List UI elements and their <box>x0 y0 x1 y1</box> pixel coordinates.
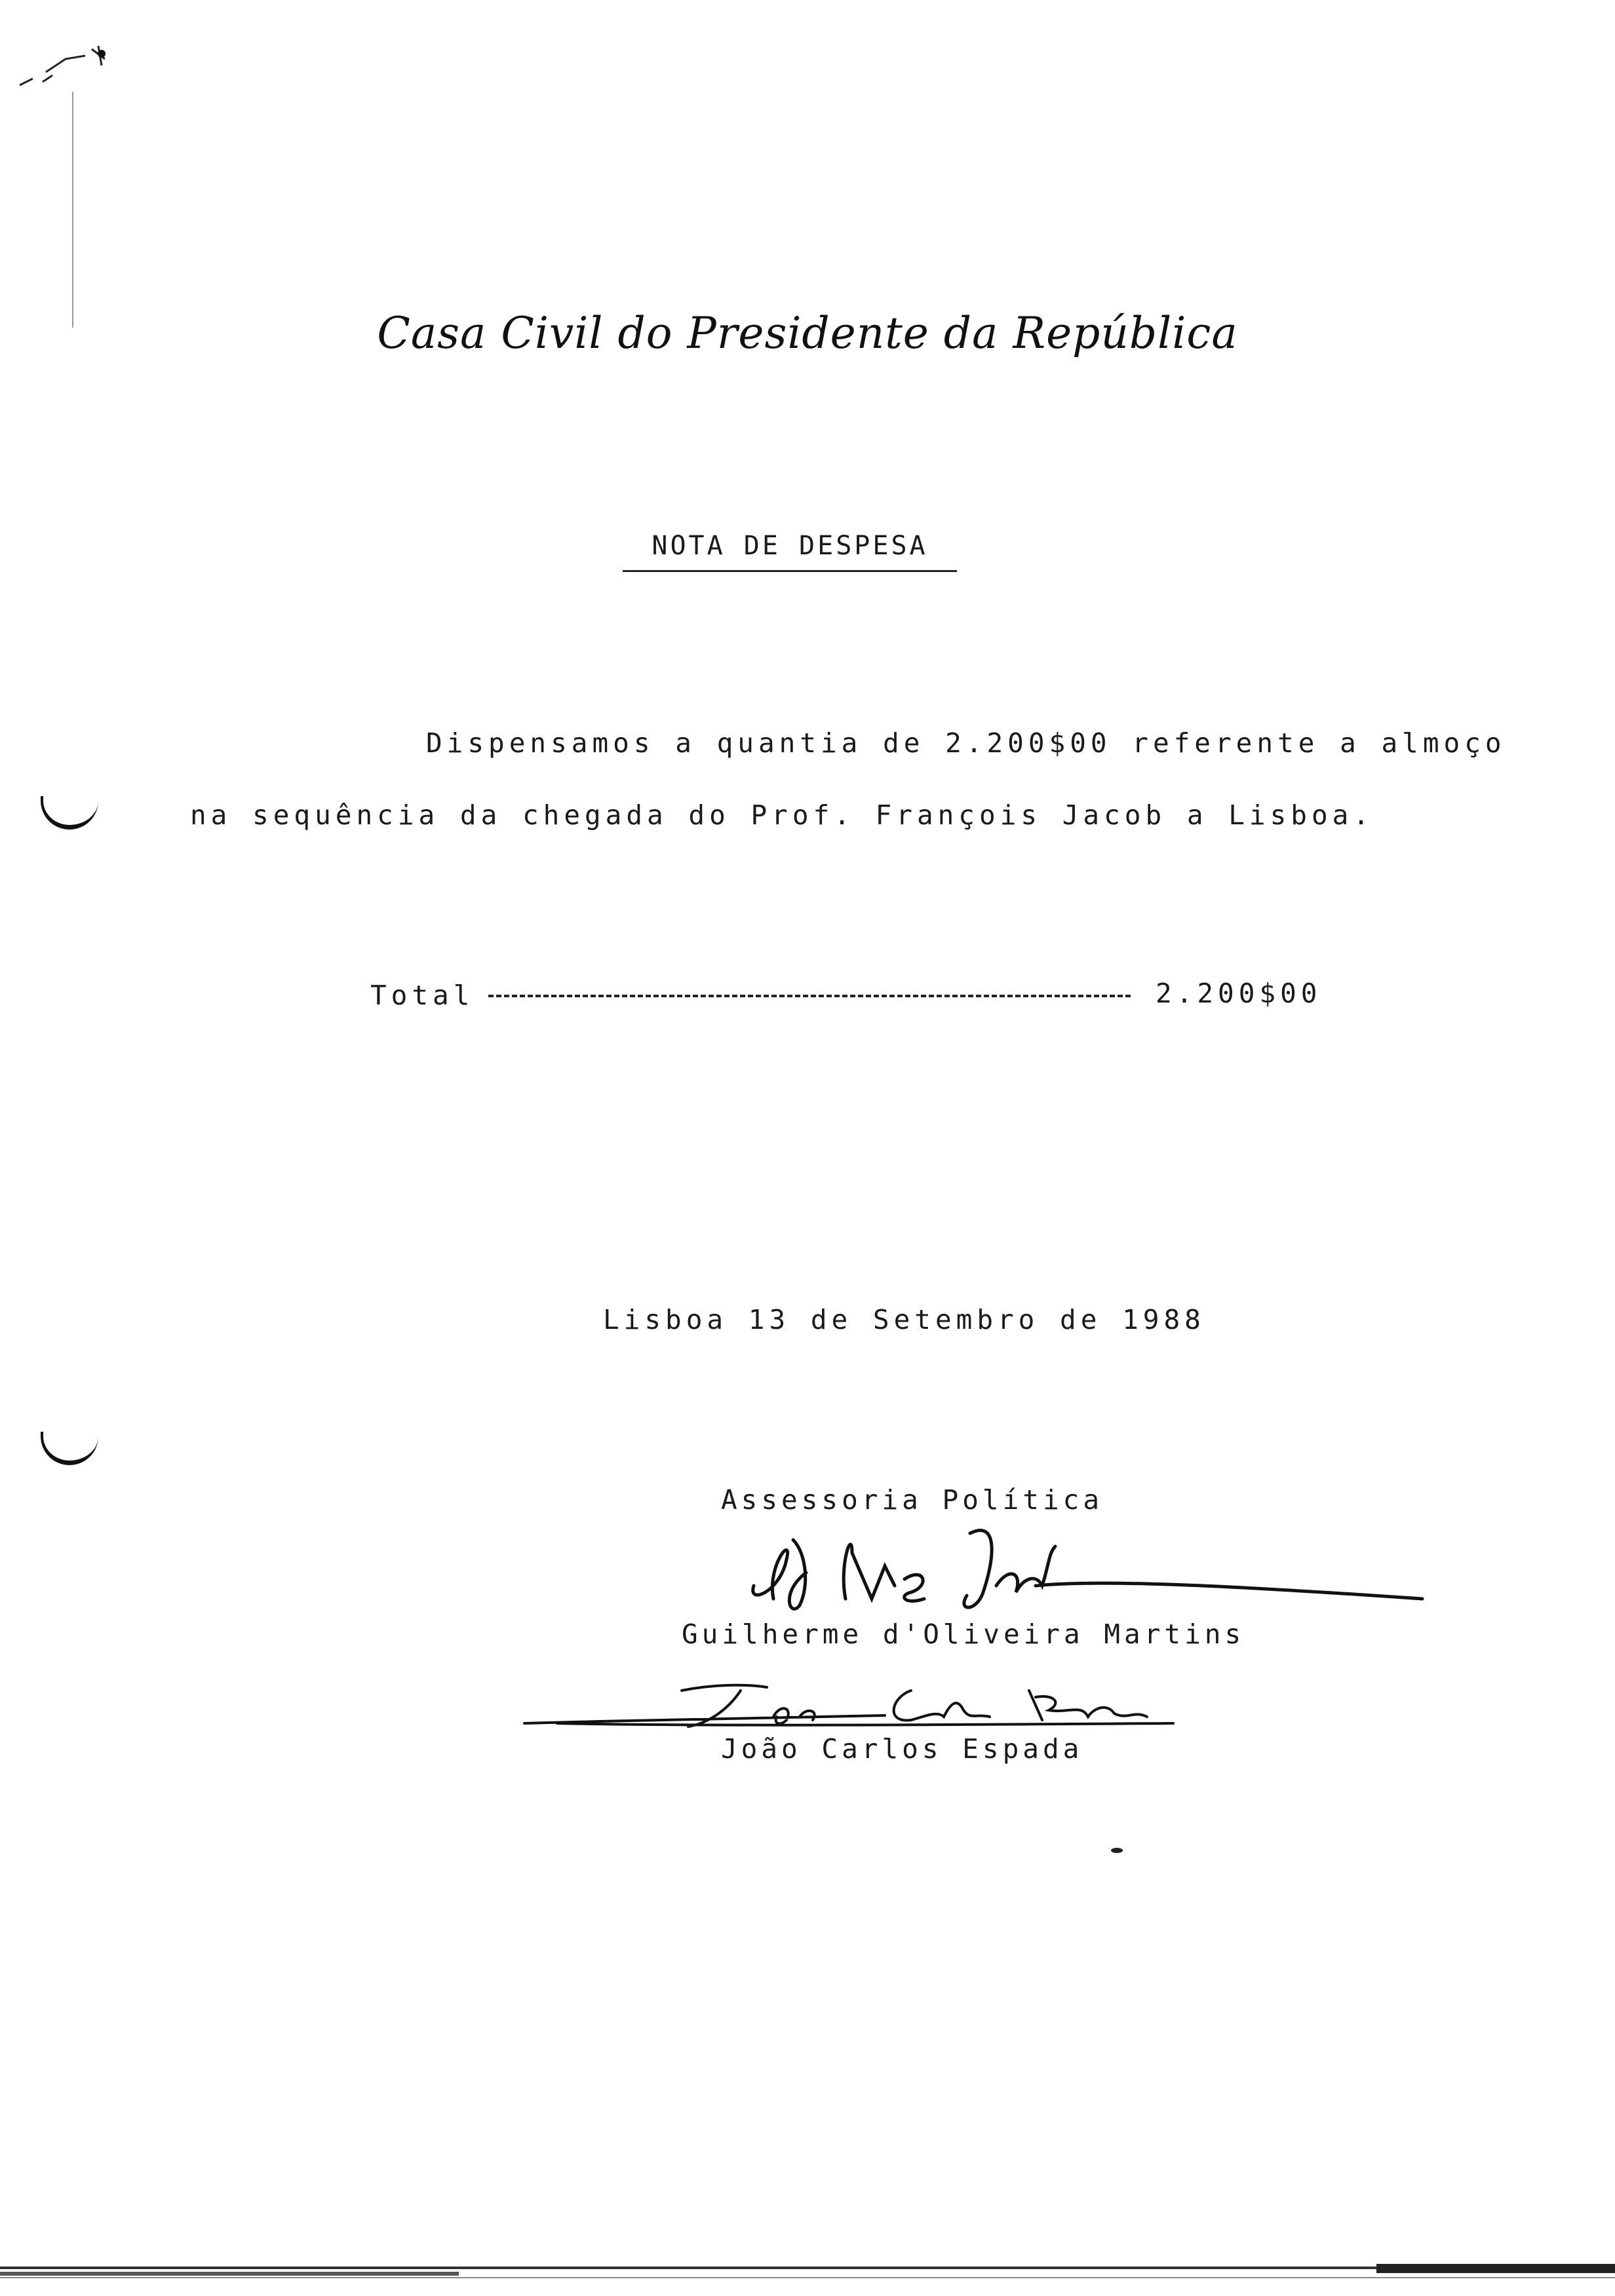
total-label: Total <box>370 980 475 1011</box>
total-value: 2.200$00 <box>1156 978 1322 1009</box>
signatory-name: João Carlos Espada <box>721 1733 1083 1765</box>
date-line: Lisboa 13 de Setembro de 1988 <box>603 1304 1205 1335</box>
punch-hole-mark <box>41 1432 98 1465</box>
handwritten-signature <box>518 1664 1186 1736</box>
scan-edge-noise <box>0 2257 1615 2284</box>
body-text-line: na sequência da chegada do Prof. François Jacob a Lisboa. <box>190 799 1374 831</box>
office-name: Assessoria Política <box>721 1484 1103 1516</box>
signatory-name: Guilherme d'Oliveira Martins <box>682 1618 1245 1650</box>
binder-margin-line <box>72 92 73 328</box>
letterhead: Casa Civil do Presidente da República <box>377 308 1238 358</box>
corner-scribble-mark <box>7 20 151 98</box>
total-dashed-leader <box>488 995 1131 997</box>
handwritten-signature <box>708 1514 1435 1677</box>
body-text-line: Dispensamos a quantia de 2.200$00 referente a almoço <box>426 727 1506 759</box>
document-title: NOTA DE DESPESA <box>623 531 957 572</box>
punch-hole-mark <box>41 796 98 830</box>
ink-speck <box>1111 1848 1123 1853</box>
